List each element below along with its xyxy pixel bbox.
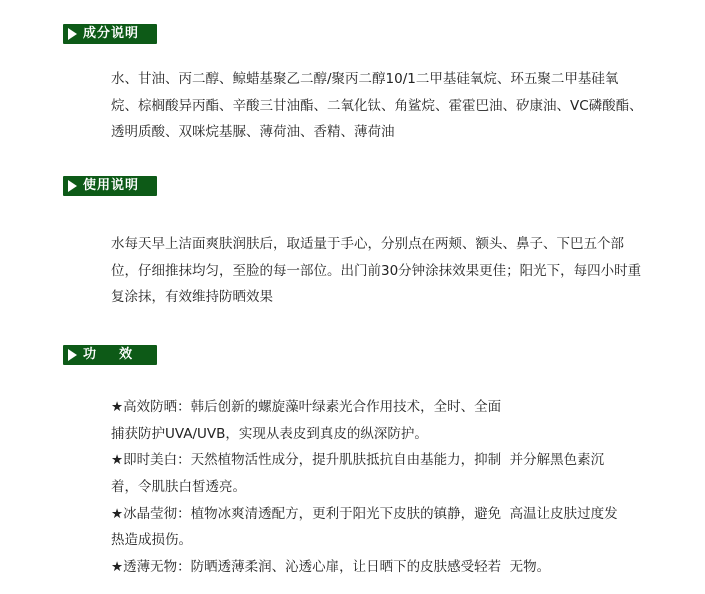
effects-line: ★透薄无物：防晒透薄柔润、沁透心扉，让日晒下的皮肤感受轻若 无物。 [111,559,551,576]
usage-text [111,231,641,311]
ingredients-line: 烷、棕榈酸异丙酯、辛酸三甘油酯、二氧化钛、角鲨烷、霍霍巴油、矽康油、VC磷酸酯、 [111,97,643,114]
usage-line: 水每天早上洁面爽肤润肤后，取适量于手心，分别点在两颊、额头、鼻子、下巴五个部 [111,236,624,252]
section-tag-effects [63,345,157,365]
effects-text [111,394,618,581]
usage-line: 位，仔细推抹均匀，至脸的每一部位。出门前30分钟涂抹效果更佳；阳光下，每四小时重 [111,262,642,279]
effects-line: 着，令肌肤白皙透亮。 [111,479,246,496]
section-title-effects: 功 效 [83,347,134,362]
effects-line: ★高效防晒：韩后创新的螺旋藻叶绿素光合作用技术，全时、全面 [111,399,502,415]
usage-line: 复涂抹，有效维持防晒效果 [111,289,273,305]
section-tag-usage [63,176,157,196]
arrow-right-icon [68,349,77,361]
effects-line: 捕获防护UVA/UVB，实现从表皮到真皮的纵深防护。 [111,425,428,442]
effects-line: ★即时美白：天然植物活性成分，提升肌肤抵抗自由基能力，抑制 并分解黑色素沉 [111,452,605,469]
section-title-ingredients: 成分说明 [83,26,140,41]
effects-line: 热造成损伤。 [111,532,192,549]
ingredients-text [111,66,643,146]
ingredients-line: 透明质酸、双咪烷基脲、薄荷油、香精、薄荷油 [111,124,395,140]
effects-line: ★冰晶莹彻：植物冰爽清透配方，更利于阳光下皮肤的镇静，避免 高温让皮肤过度发 [111,505,618,522]
section-title-usage: 使用说明 [83,178,140,193]
section-tag-ingredients [63,24,157,44]
arrow-right-icon [68,28,77,40]
ingredients-line: 水、甘油、丙二醇、鲸蜡基聚乙二醇/聚丙二醇10/1二甲基硅氧烷、环五聚二甲基硅氧 [111,71,619,87]
arrow-right-icon [68,180,77,192]
